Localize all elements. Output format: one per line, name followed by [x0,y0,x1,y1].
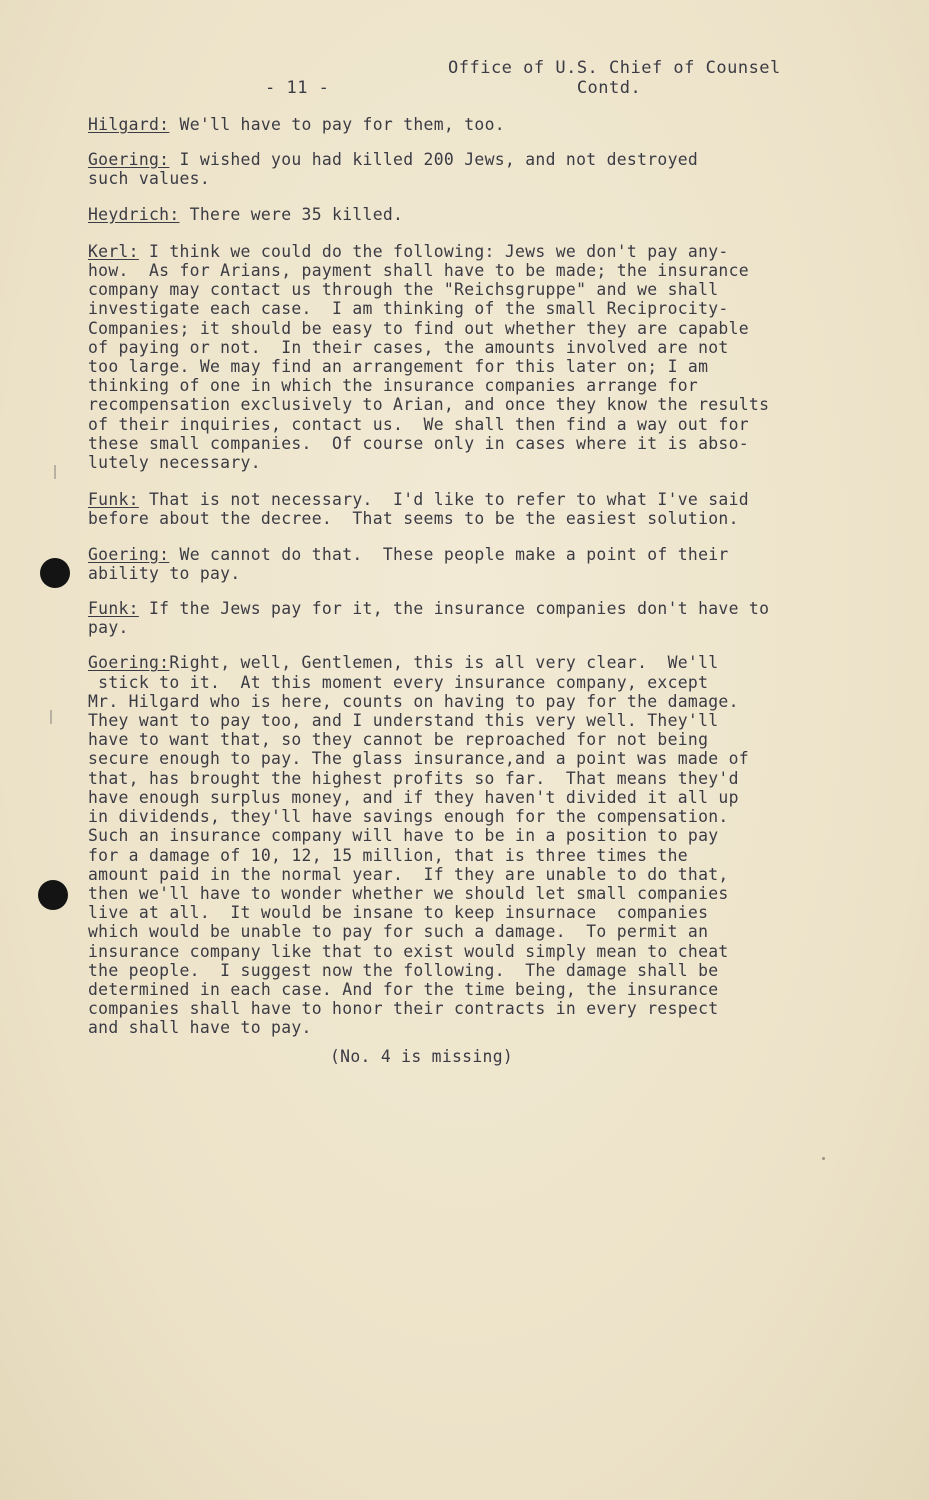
text-line: recompensation exclusively to Arian, and once they know the results [88,395,770,415]
text-line: Right, well, Gentlemen, this is all very clear. We'll [169,653,719,673]
speaker-label: Kerl: [88,241,139,261]
text-line: ability to pay. [88,563,241,583]
text-line: I wished you had killed 200 Jews, and not destroyed [169,150,699,170]
punch-hole [38,880,68,910]
paragraph-hilgard-1 [88,115,878,134]
margin-mark [54,465,56,479]
text-line: live at all. It would be insane to keep insurnace companies [88,903,709,923]
transcript-body [88,115,878,1038]
office-header [448,58,781,98]
text-line: before about the decree. That seems to be the easiest solution. [88,509,739,529]
text-line: If the Jews pay for it, the insurance companies don't have to [138,599,770,619]
speaker-label: Funk: [88,599,139,619]
text-line: lutely necessary. [88,453,261,473]
text-line: They want to pay too, and I understand this very well. They'll [88,711,719,731]
text-line: Such an insurance company will have to be in a position to pay [88,826,719,846]
text-line: the people. I suggest now the following. The damage shall be [88,960,719,980]
text-line: and shall have to pay. [88,1018,312,1038]
text-line: have enough surplus money, and if they haven't divided it all up [88,787,739,807]
text-line: We'll have to pay for them, too. [169,115,505,134]
paragraph-goering-3 [88,653,878,1037]
text-line: these small companies. Of course only in cases where it is abso- [88,433,749,453]
speaker-label: Goering: [88,544,170,564]
text-line: We cannot do that. These people make a point of their [169,544,729,564]
text-line: That is not necessary. I'd like to refer to what I've said [138,490,749,510]
speaker-label: Goering: [88,150,170,170]
text-line: I think we could do the following: Jews we don't pay any- [138,241,729,261]
text-line: secure enough to pay. The glass insurance,and a point was made of [88,749,749,769]
text-line: for a damage of 10, 12, 15 million, that is three times the [88,845,688,865]
text-line: of paying or not. In their cases, the amounts involved are not [88,337,729,357]
paragraph-funk-2 [88,599,878,637]
text-line: companies shall have to honor their contracts in every respect [88,999,719,1019]
text-line: company may contact us through the "Reichsgruppe" and we shall [88,280,719,300]
text-line: amount paid in the normal year. If they are unable to do that, [88,864,729,884]
speaker-label: Hilgard: [88,115,170,134]
text-line: such values. [88,169,211,189]
office-header-line2: Contd. [448,78,642,98]
paragraph-heydrich-1 [88,205,878,224]
speaker-label: Goering: [88,653,170,673]
text-line: of their inquiries, contact us. We shall then find a way out for [88,414,749,434]
text-line: Companies; it should be easy to find out whether they are capable [88,318,749,338]
text-line: too large. We may find an arrangement for this later on; I am [88,357,709,377]
speaker-label: Heydrich: [88,204,180,224]
text-line: stick to it. At this moment every insurance company, except [88,672,709,692]
paragraph-goering-1 [88,150,878,188]
text-line: thinking of one in which the insurance companies arrange for [88,376,699,396]
paragraph-funk-1 [88,490,878,528]
text-line: There were 35 killed. [179,204,404,224]
office-header-line1: Office of U.S. Chief of Counsel [448,58,781,78]
text-line: then we'll have to wonder whether we should let small companies [88,883,729,903]
paragraph-kerl-1 [88,242,878,472]
margin-mark [50,710,52,724]
text-line: investigate each case. I am thinking of the small Reciprocity- [88,299,729,319]
punch-hole [40,558,70,588]
page-number: - 11 - [265,78,330,98]
missing-page-note: (No. 4 is missing) [330,1047,514,1066]
text-line: pay. [88,618,129,638]
paragraph-goering-2 [88,545,878,583]
text-line: have to want that, so they cannot be reproached for not being [88,730,709,750]
text-line: in dividends, they'll have savings enough for the compensation. [88,807,729,827]
text-line: determined in each case. And for the time being, the insurance [88,979,719,999]
text-line: insurance company like that to exist would simply mean to cheat [88,941,729,961]
speaker-label: Funk: [88,490,139,510]
text-line: Mr. Hilgard who is here, counts on having to pay for the damage. [88,691,739,711]
text-line: how. As for Arians, payment shall have to be made; the insurance [88,261,749,281]
paper-speck [822,1157,825,1160]
text-line: that, has brought the highest profits so far. That means they'd [88,768,739,788]
text-line: which would be unable to pay for such a damage. To permit an [88,922,709,942]
